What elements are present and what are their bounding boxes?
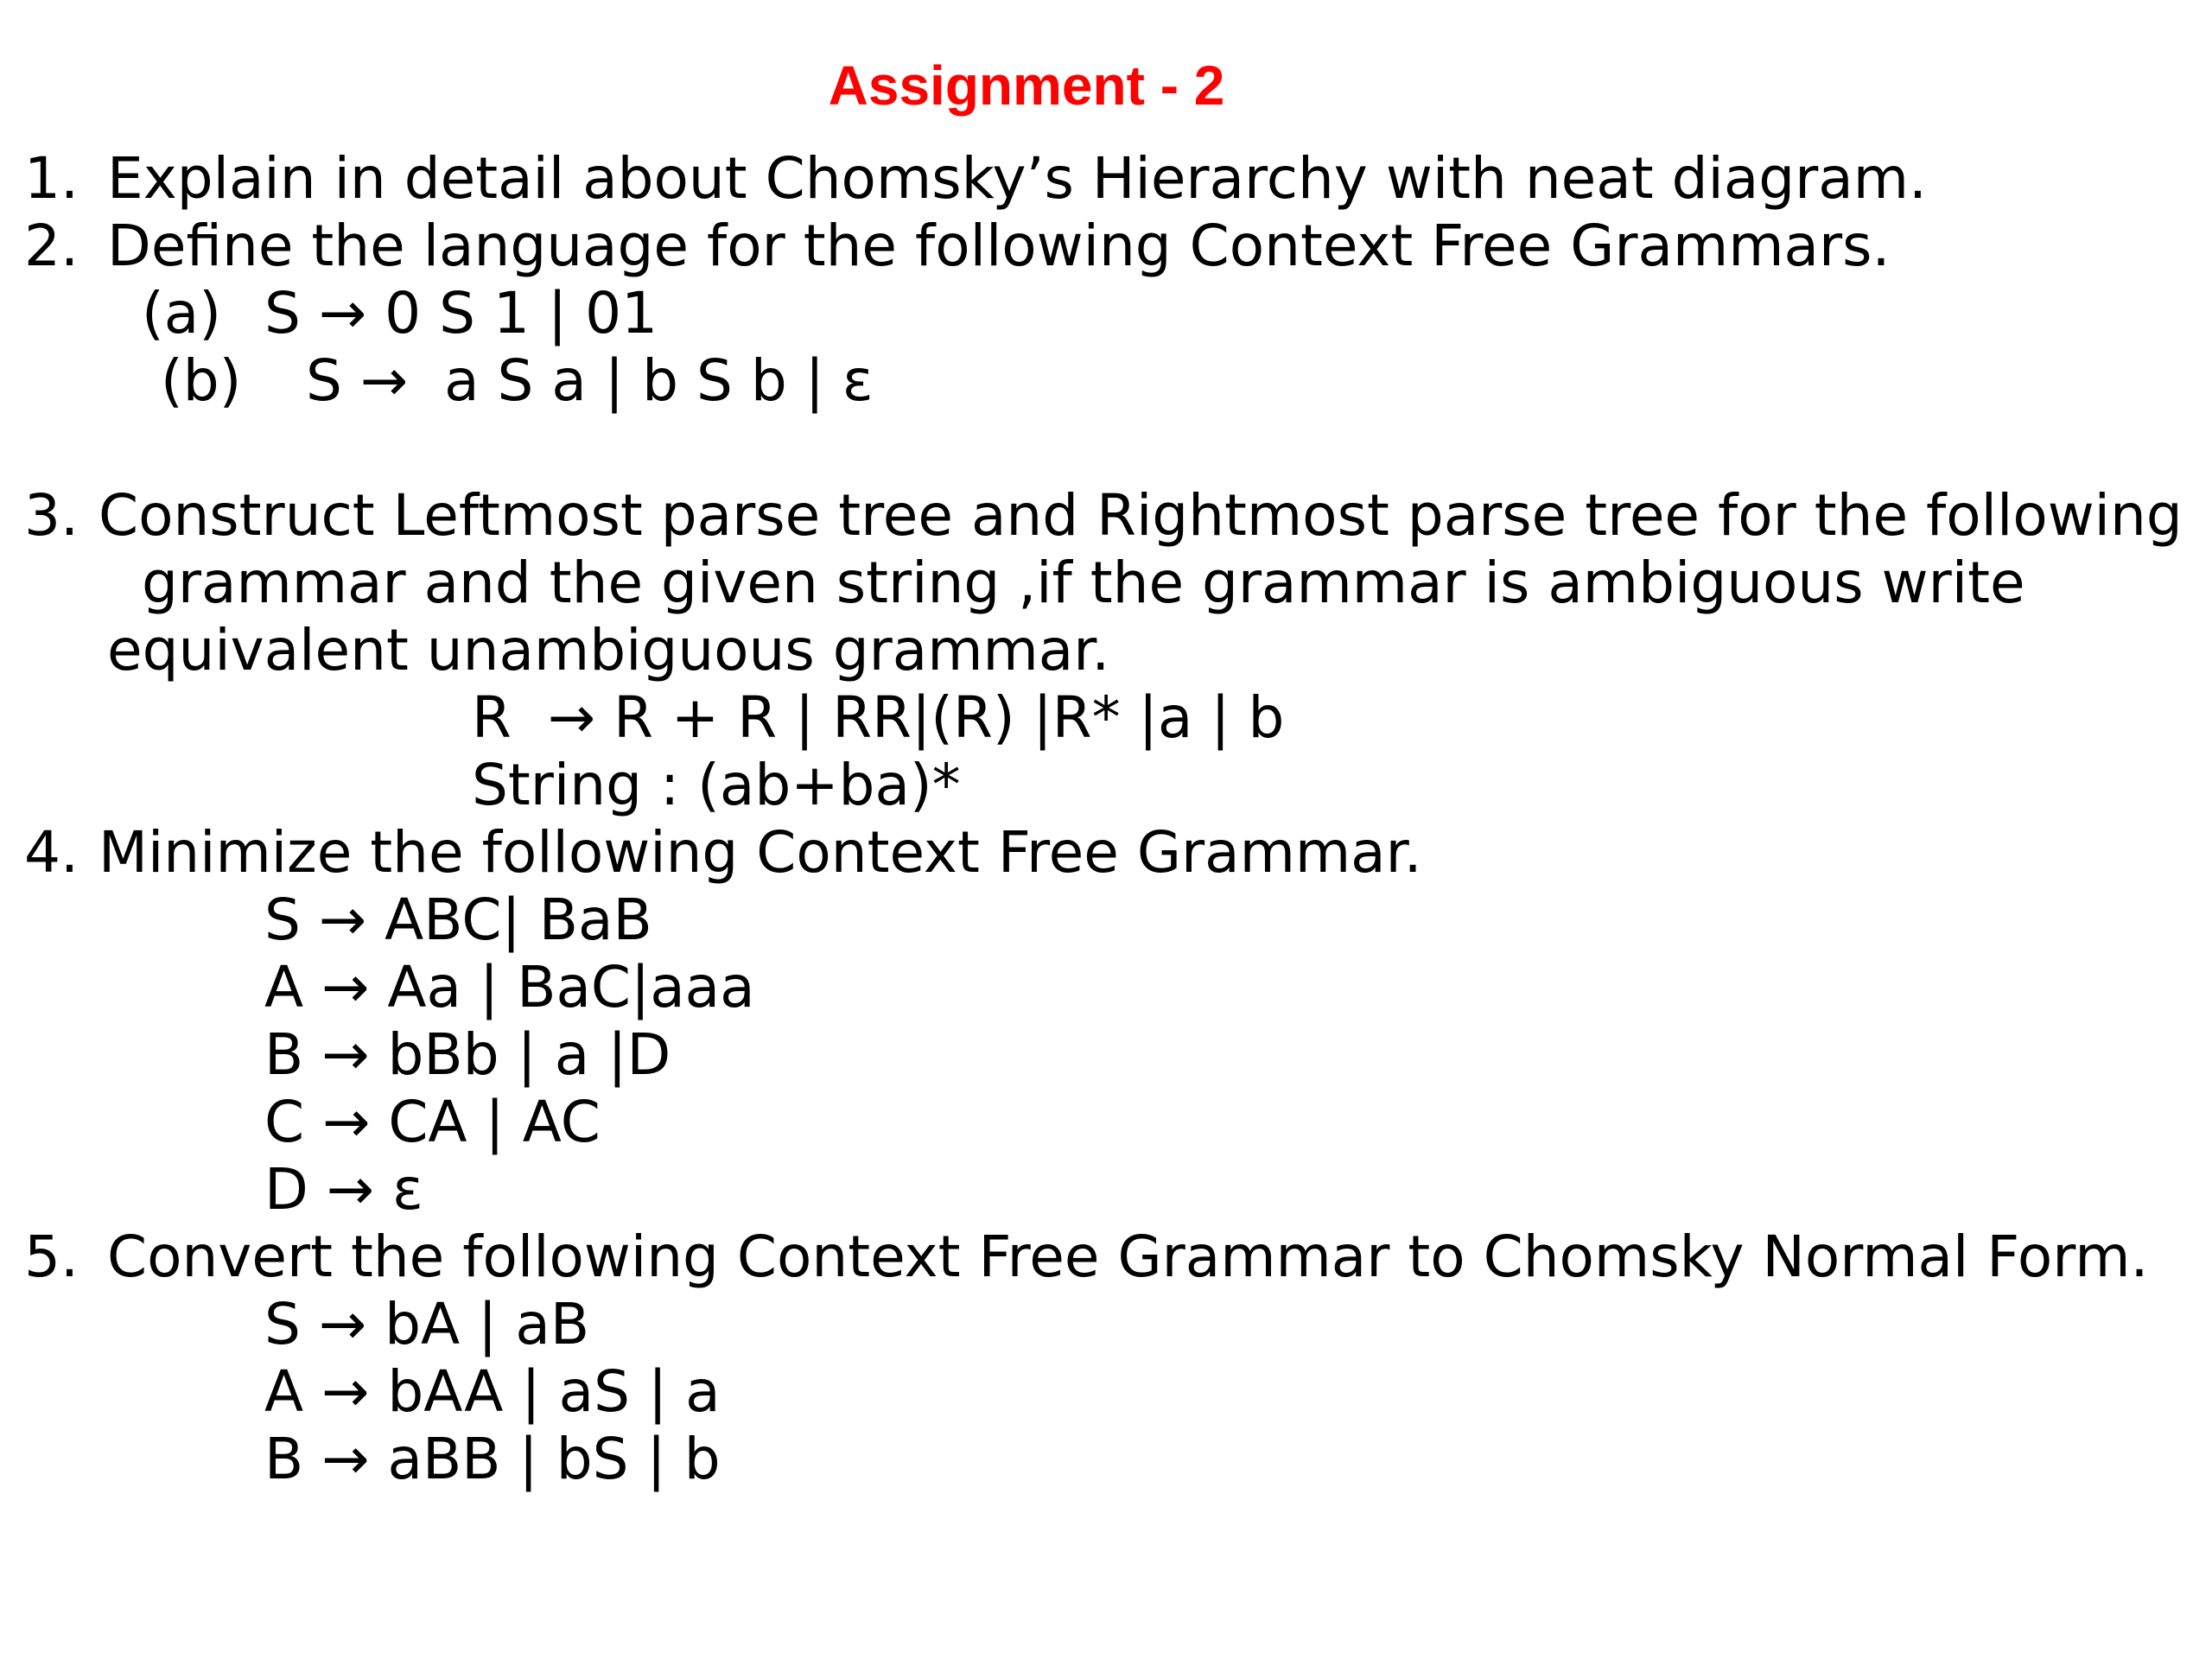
question-text: Construct Leftmost parse tree and Rightmost parse tree for the following: [99, 482, 2183, 549]
grammar-rule: S → ABC| BaB: [264, 887, 652, 953]
grammar-rule: S → 0 S 1 | 01: [264, 280, 658, 346]
input-string: String : (ab+ba)*: [472, 752, 961, 818]
grammar-rule: R → R + R | RR|(R) |R* |a | b: [472, 684, 1285, 751]
grammar-rule: D → ε: [264, 1156, 423, 1223]
question-number: 4.: [24, 819, 79, 886]
grammar-rule: B → aBB | bS | b: [264, 1426, 721, 1492]
question-text: Define the language for the following Context Free Grammars.: [107, 213, 1891, 279]
grammar-rule: C → CA | AC: [264, 1089, 601, 1155]
grammar-rule: S → bA | aB: [264, 1291, 590, 1357]
grammar-rule: S → a S a | b S b | ε: [306, 347, 874, 414]
question-text: Minimize the following Context Free Grammar.: [99, 819, 1422, 886]
question-number: 2.: [24, 213, 79, 279]
question-text: equivalent unambiguous grammar.: [107, 617, 1110, 683]
page-title: Assignment - 2: [828, 54, 1225, 117]
question-number: 1.: [24, 145, 79, 212]
grammar-rule: A → bAA | aS | a: [264, 1358, 721, 1425]
grammar-rule: B → bBb | a |D: [264, 1021, 671, 1088]
part-label: (b): [161, 347, 242, 414]
question-text: Convert the following Context Free Grammar to Chomsky Normal Form.: [107, 1224, 2149, 1290]
question-text: grammar and the given string ,if the grammar is ambiguous write: [142, 550, 2025, 616]
question-number: 3.: [24, 482, 79, 549]
grammar-rule: A → Aa | BaC|aaa: [264, 954, 755, 1020]
question-number: 5.: [24, 1224, 79, 1290]
question-text: Explain in detail about Chomsky’s Hierarchy with neat diagram.: [107, 145, 1928, 212]
part-label: (a): [142, 280, 221, 346]
